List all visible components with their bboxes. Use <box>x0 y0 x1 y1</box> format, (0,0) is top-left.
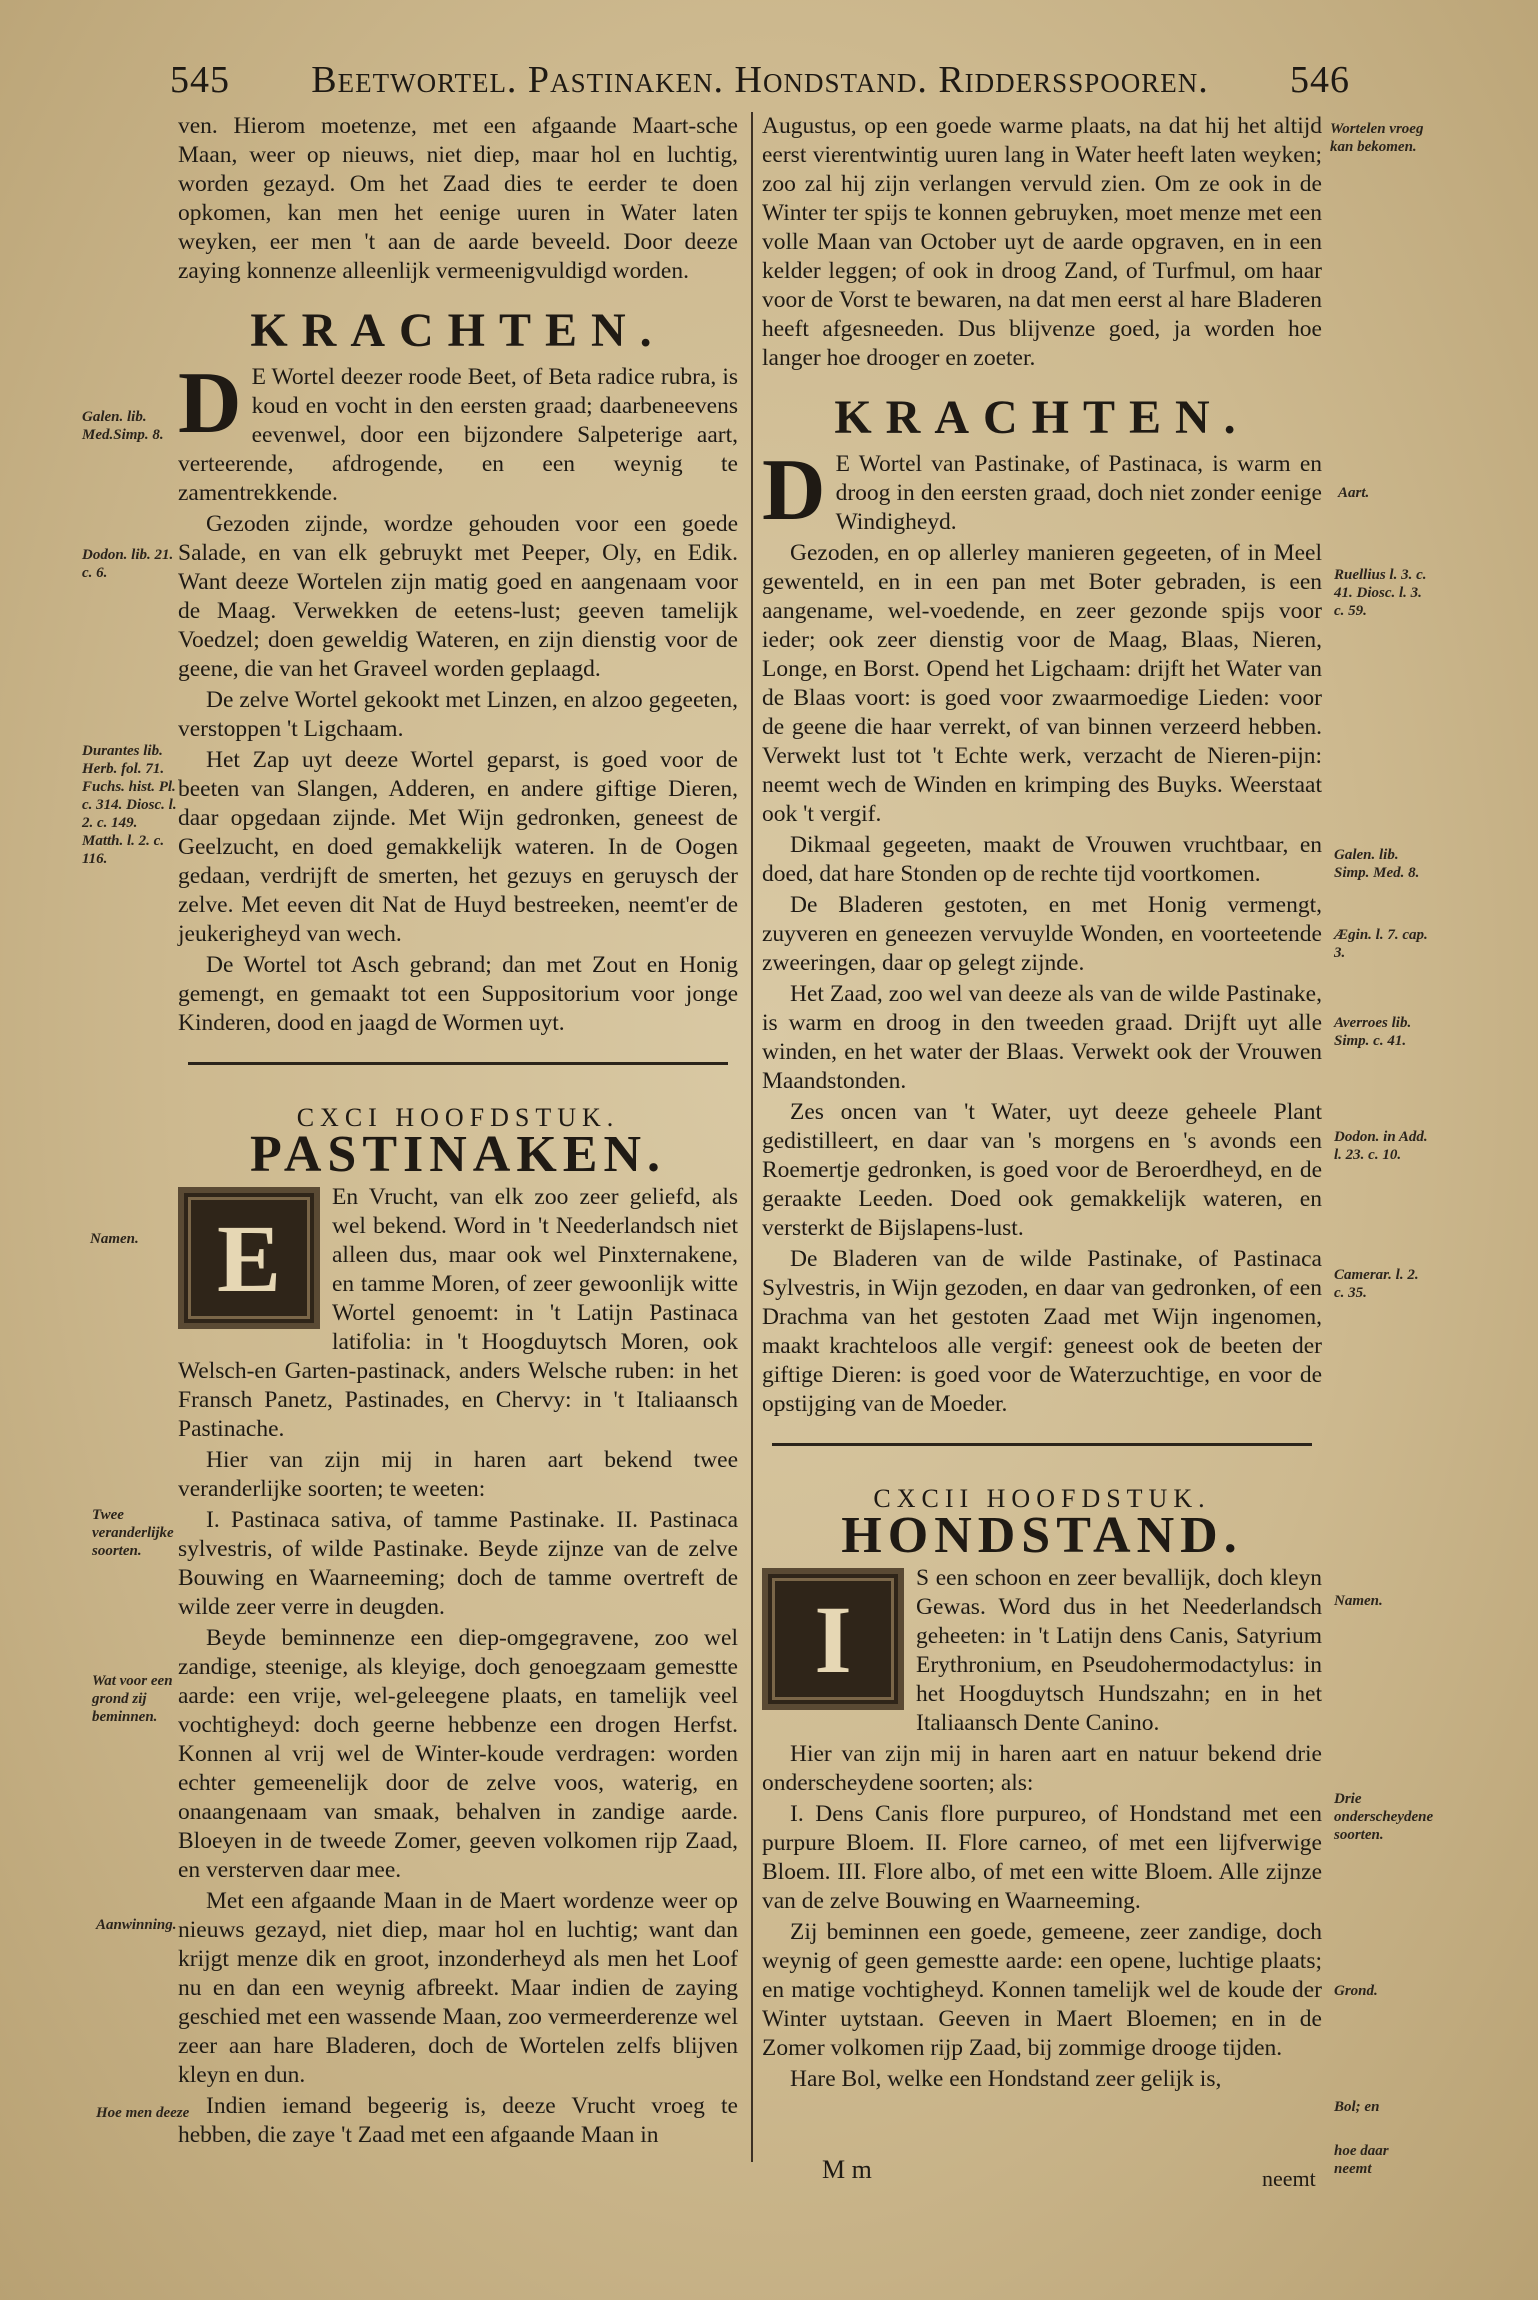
chapter-title-pastinaken: PASTINAKEN. <box>249 1126 667 1183</box>
page-number-left: 545 <box>170 59 230 101</box>
margin-note-galen: Galen. lib. Med.Simp. 8. <box>82 409 164 443</box>
margin-note-bol: Bol; en <box>1334 2099 1380 2115</box>
right-intro-paragraph: Augustus, op een goede warme plaats, na dat hij het altijd eerst vierentwintig uuren lang in Water heeft laten weyken; zoo zal hij zijn verlangen vervuld zien. Om ze ook in de Winter ter spijs te konnen gebruyken, moet menze met een volle Maan van October uyt de aarde opgraven, en in een kelder leggen; of ook in droog Zand, of Turfmul, om haar voor de Vorst te bewaren, na dat men eerst al hare Bladeren heeft afgesneeden. Dus blijvenze goed, ja worden hoe langer hoe drooger en zoeter. <box>762 113 1322 371</box>
pastinaak-krachten-paragraph-2: Gezoden, en op allerley manieren gegeeten, of in Meel gewenteld, en in een pan met Boter gebraden, is een aangename, wel-voedende, en zeer gezonde spijs voor ieder; ook zeer dienstig voor de Maag, Blaas, Nieren, Longe, en Borst. Opend het Ligchaam: drijft het Water van de Blaas voort: is goed voor zwaarmoedige Lieden: voor de geene die haar verrekt, of van binnen verzeerd hebben. Verwekt lust tot 't Echte werk, verzacht de Nieren-pijn: neemt wech de Winden en krimping des Buyks. Weerstaat ook 't vergif. <box>762 540 1322 827</box>
pastinaken-paragraph-5: Met een afgaande Maan in de Maert wordenze weer op nieuws gezayd, niet diep, maar hol en luchtig; want dan krijgt menze dik en groot, inzonderheyd als men het Loof nu en dan een weynig afbreekt. Maar indien de zaying geschied met een wassende Maan, zoo vermeerderenze wel zeer aan hare Bladeren, doch de Wortelen zelfs blijven kleyn en dun. <box>178 1888 738 2088</box>
margin-note-averroes: Averroes lib. Simp. c. 41. <box>1334 1015 1412 1049</box>
catchword: neemt <box>1262 2166 1316 2191</box>
margin-note-aanwinning: Aanwinning. <box>96 1917 177 1933</box>
pastinaken-text-1: En Vrucht, van elk zoo zeer geliefd, als wel bekend. Word in 't Neederlandsch niet alleen dus, maar ook wel Pinxternakene, en tamme Moren, of zeer gewoonlijk witte Wortel genoemt: in 't Latijn Pastinaca latifolia: in 't Hoogduytsch Moren, ook Welsch-en Garten-pastinack, anders Welsche ruben: in het Fransch Panetz, Pastinades, en Chervy: in 't Italiaansch Pastinache. <box>178 1184 738 1442</box>
beet-krachten-paragraph-5: De Wortel tot Asch gebrand; dan met Zout en Honig gemengt, en gemaakt tot een Suppositorium voor jonge Kinderen, dood en jaagd de Wormen uyt. <box>178 952 738 1036</box>
margin-note-wortelen: Wortelen vroeg kan bekomen. <box>1330 121 1424 155</box>
left-column <box>178 112 738 2152</box>
chapter-title-hondstand: HONDSTAND. <box>841 1507 1243 1564</box>
page-number-right: 546 <box>1289 59 1350 101</box>
pastinaak-krachten-paragraph-3: Dikmaal gegeeten, maakt de Vrouwen vruchtbaar, en doed, dat hare Stonden op de rechte tijd voortkomen. <box>762 832 1322 887</box>
margin-note-grond: Wat voor een grond zij beminnen. <box>92 1673 173 1725</box>
beet-krachten-paragraph-1 <box>178 355 738 508</box>
margin-note-grond-right: Grond. <box>1334 1983 1378 1999</box>
chapter-number-cxcii: CXCII HOOFDSTUK. <box>873 1484 1211 1513</box>
margin-note-aegin: Ægin. l. 7. cap. 3. <box>1334 927 1428 961</box>
pastinaken-paragraph-6: Indien iemand begeerig is, deeze Vrucht vroeg te hebben, die zaye 't Zaad met een afgaande Maan in <box>178 2093 738 2148</box>
left-intro-paragraph: ven. Hierom moetenze, met een afgaande Maart-sche Maan, weer op nieuws, niet diep, maar hol en luchtig, worden gezayd. Om het Zaad dies te eerder te doen opkomen, kan men het eenige uuren in Water laten weyken, eer men 't aan de aarde beveeld. Door deeze zaying konnenze alleenlijk vermeenigvuldigd worden. <box>178 113 738 284</box>
drop-cap-d-right: D <box>762 442 826 539</box>
ornate-initial-i: I <box>762 1568 904 1710</box>
hondstand-paragraph-3: I. Dens Canis flore purpureo, of Hondstand met een purpure Bloem. II. Flore carneo, of met een lijfverwige Bloem. III. Flore albo, of met een witte Bloem. Alle zijnze van de zelve Bouwing en Waarneeming. <box>762 1801 1322 1914</box>
pastinaak-krachten-paragraph-7: De Bladeren van de wilde Pastinake, of Pastinaca Sylvestris, in Wijn gezoden, en daar van gedronken, of een Drachma van het gestoten Zaad met Wijn ingenomen, maakt krachteloos alle vergif: geneest ook de beeten der giftige Dieren: is goed voor de Waterzuchtige, en voor de opstijging van de Moeder. <box>762 1246 1322 1417</box>
margin-note-hoe-daar: hoe daar neemt <box>1334 2143 1389 2177</box>
pastinaak-krachten-paragraph-4: De Bladeren gestoten, en met Honig vermengt, zuyveren en geneezen vervuylde Wonden, en voorteetende zweeringen, daar op gelegt zijnde. <box>762 892 1322 976</box>
beet-krachten-paragraph-3: De zelve Wortel gekookt met Linzen, en alzoo gegeeten, verstoppen 't Ligchaam. <box>178 687 738 742</box>
margin-note-aart: Aart. <box>1338 485 1370 501</box>
pastinaken-paragraph-3: I. Pastinaca sativa, of tamme Pastinake. II. Pastinaca sylvestris, of wilde Pastinake. Beyde zijnze van de zelve Bouwing en Waarneeming; doch de tamme overtreft de wilde zeer verre in deugden. <box>178 1507 738 1620</box>
right-column <box>762 112 1322 2096</box>
margin-note-dodon-right: Dodon. in Add. l. 23. c. 10. <box>1334 1129 1428 1163</box>
hondstand-paragraph-5: Hare Bol, welke een Hondstand zeer gelijk is, <box>790 2066 1222 2092</box>
column-divider <box>751 112 753 2162</box>
drop-cap-d: D <box>178 355 242 452</box>
hondstand-paragraph-2: Hier van zijn mij in haren aart en natuur bekend drie onderscheydene soorten; als: <box>762 1741 1322 1796</box>
ornate-initial-e: E <box>178 1187 320 1329</box>
pastinaak-krachten-text-1: E Wortel van Pastinake, of Pastinaca, is warm en droog in den eersten graad, doch niet zonder eenige Windigheyd. <box>835 451 1322 535</box>
hondstand-text-1: S een schoon en zeer bevallijk, doch kleyn Gewas. Word dus in het Neederlandsch geheeten: in 't Latijn dens Canis, Satyrium Erythronium, en Pseudohermodactylus: in het Hoogduytsch Hundszahn; en in het Italiaansch Dente Canino. <box>916 1565 1322 1736</box>
chapter-number-cxci: CXCI HOOFDSTUK. <box>296 1103 620 1132</box>
margin-note-hoe-men: Hoe men deeze <box>96 2105 190 2121</box>
krachten-heading-right: KRACHTEN. <box>834 391 1250 444</box>
margin-note-camerar: Camerar. l. 2. c. 35. <box>1334 1267 1419 1301</box>
hondstand-paragraph-1 <box>762 1564 1322 1738</box>
pastinaken-paragraph-2: Hier van zijn mij in haren aart bekend twee veranderlijke soorten; te weeten: <box>178 1447 738 1502</box>
margin-note-namen-right: Namen. <box>1334 1593 1383 1609</box>
margin-note-dodon: Dodon. lib. 21. c. 6. <box>82 547 174 581</box>
margin-note-ruellius: Ruellius l. 3. c. 41. Diosc. l. 3. c. 59. <box>1334 567 1427 619</box>
pastinaak-krachten-paragraph-1 <box>762 442 1322 539</box>
beet-krachten-paragraph-2: Gezoden zijnde, wordze gehouden voor een goede Salade, en van elk gebruykt met Peeper, Oly, en Edik. Want deeze Wortelen zijn matig goed en aangenaam voor de Maag. Verwekken de eetens-lust; geeven tamelijk Voedzel; doen geweldig Wateren, en zijn dienstig voor de geene, die van het Graveel worden geplaagd. <box>178 511 738 682</box>
margin-note-twee-soorten: Twee veranderlijke soorten. <box>92 1507 174 1559</box>
pastinaak-krachten-paragraph-6: Zes oncen van 't Water, uyt deeze geheele Plant gedistilleert, en daar van 's morgens en 's avonds een Roemertje gedronken, is goed voor de Beroerdheyd, en de geraakte Leeden. Doed ook gemakkelijk wateren, en versterkt de Bijslapens-lust. <box>762 1099 1322 1241</box>
running-header <box>170 58 1350 108</box>
pastinaken-paragraph-1 <box>178 1183 738 1444</box>
section-rule-left <box>188 1062 728 1065</box>
krachten-heading-left: KRACHTEN. <box>250 304 666 357</box>
running-title: Beetwortel. Pastinaken. Hondstand. Riddersspooren. <box>311 59 1209 101</box>
margin-note-durantes: Durantes lib. Herb. fol. 71. Fuchs. hist. Pl. c. 314. Diosc. l. 2. c. 149. Matth. l. 2. c. 116. <box>82 743 177 867</box>
beet-krachten-paragraph-4: Het Zap uyt deeze Wortel geparst, is goed voor de beeten van Slangen, Adderen, en andere giftige Dieren, daar opgedaan zijnde. Met Wijn gedronken, geneest de Geelzucht, en doed gemakkelijk wateren. In de Oogen gedaan, verdrijft de smerten, het gezuys en geruysch der zelve. Met eeven dit Nat de Huyd bestreeken, neemt'er de jeukerigheyd van wech. <box>178 747 738 947</box>
pastinaak-krachten-paragraph-5: Het Zaad, zoo wel van deeze als van de wilde Pastinake, is warm en droog in den tweeden graad. Drijft uyt alle winden, en het water der Blaas. Verwekt ook der Vrouwen Maandstonden. <box>762 981 1322 1094</box>
margin-note-drie-soorten: Drie onderscheydene soorten. <box>1334 1791 1434 1843</box>
pastinaken-paragraph-4: Beyde beminnenze een diep-omgegravene, zoo wel zandige, steenige, als kleyige, doch genoegzaam gemestte aarde: een vrije, wel-geleegene plaats, en tamelijk veel vochtigheyd: doch geerne hebbenze een drogen Herfst. Konnen al vrij wel de Winter-koude verdragen: worden echter gemeenelijk door de zelve voos, waterig, en onaangenaam van smaak, behalven in zandige aarde. Bloeyen in de tweede Zomer, geeven volkomen rijp Zaad, en versterven daar mee. <box>178 1625 738 1883</box>
margin-note-namen: Namen. <box>90 1231 139 1247</box>
signature-mark: M m <box>822 2155 872 2184</box>
hondstand-paragraph-4: Zij beminnen een goede, gemeene, zeer zandige, doch weynig of geen gemestte aarde: een opene, luchtige plaats; en matige vochtigheyd. Konnen tamelijk wel de koude der Winter uytstaan. Geeven in Maert Bloemen; en in de Zomer volkomen rijp Zaad, bij zommige drooge tijden. <box>762 1919 1322 2061</box>
margin-note-galen-right: Galen. lib. Simp. Med. 8. <box>1334 847 1420 881</box>
beet-krachten-text-1: E Wortel deezer roode Beet, of Beta radice rubra, is koud en vocht in den eersten graad; daarbeneevens eevenwel, door een bijzondere Salpeterige aart, verteerende, afdrogende, en een weynig te zamentrekkende. <box>178 364 738 506</box>
section-rule-right <box>772 1443 1312 1446</box>
